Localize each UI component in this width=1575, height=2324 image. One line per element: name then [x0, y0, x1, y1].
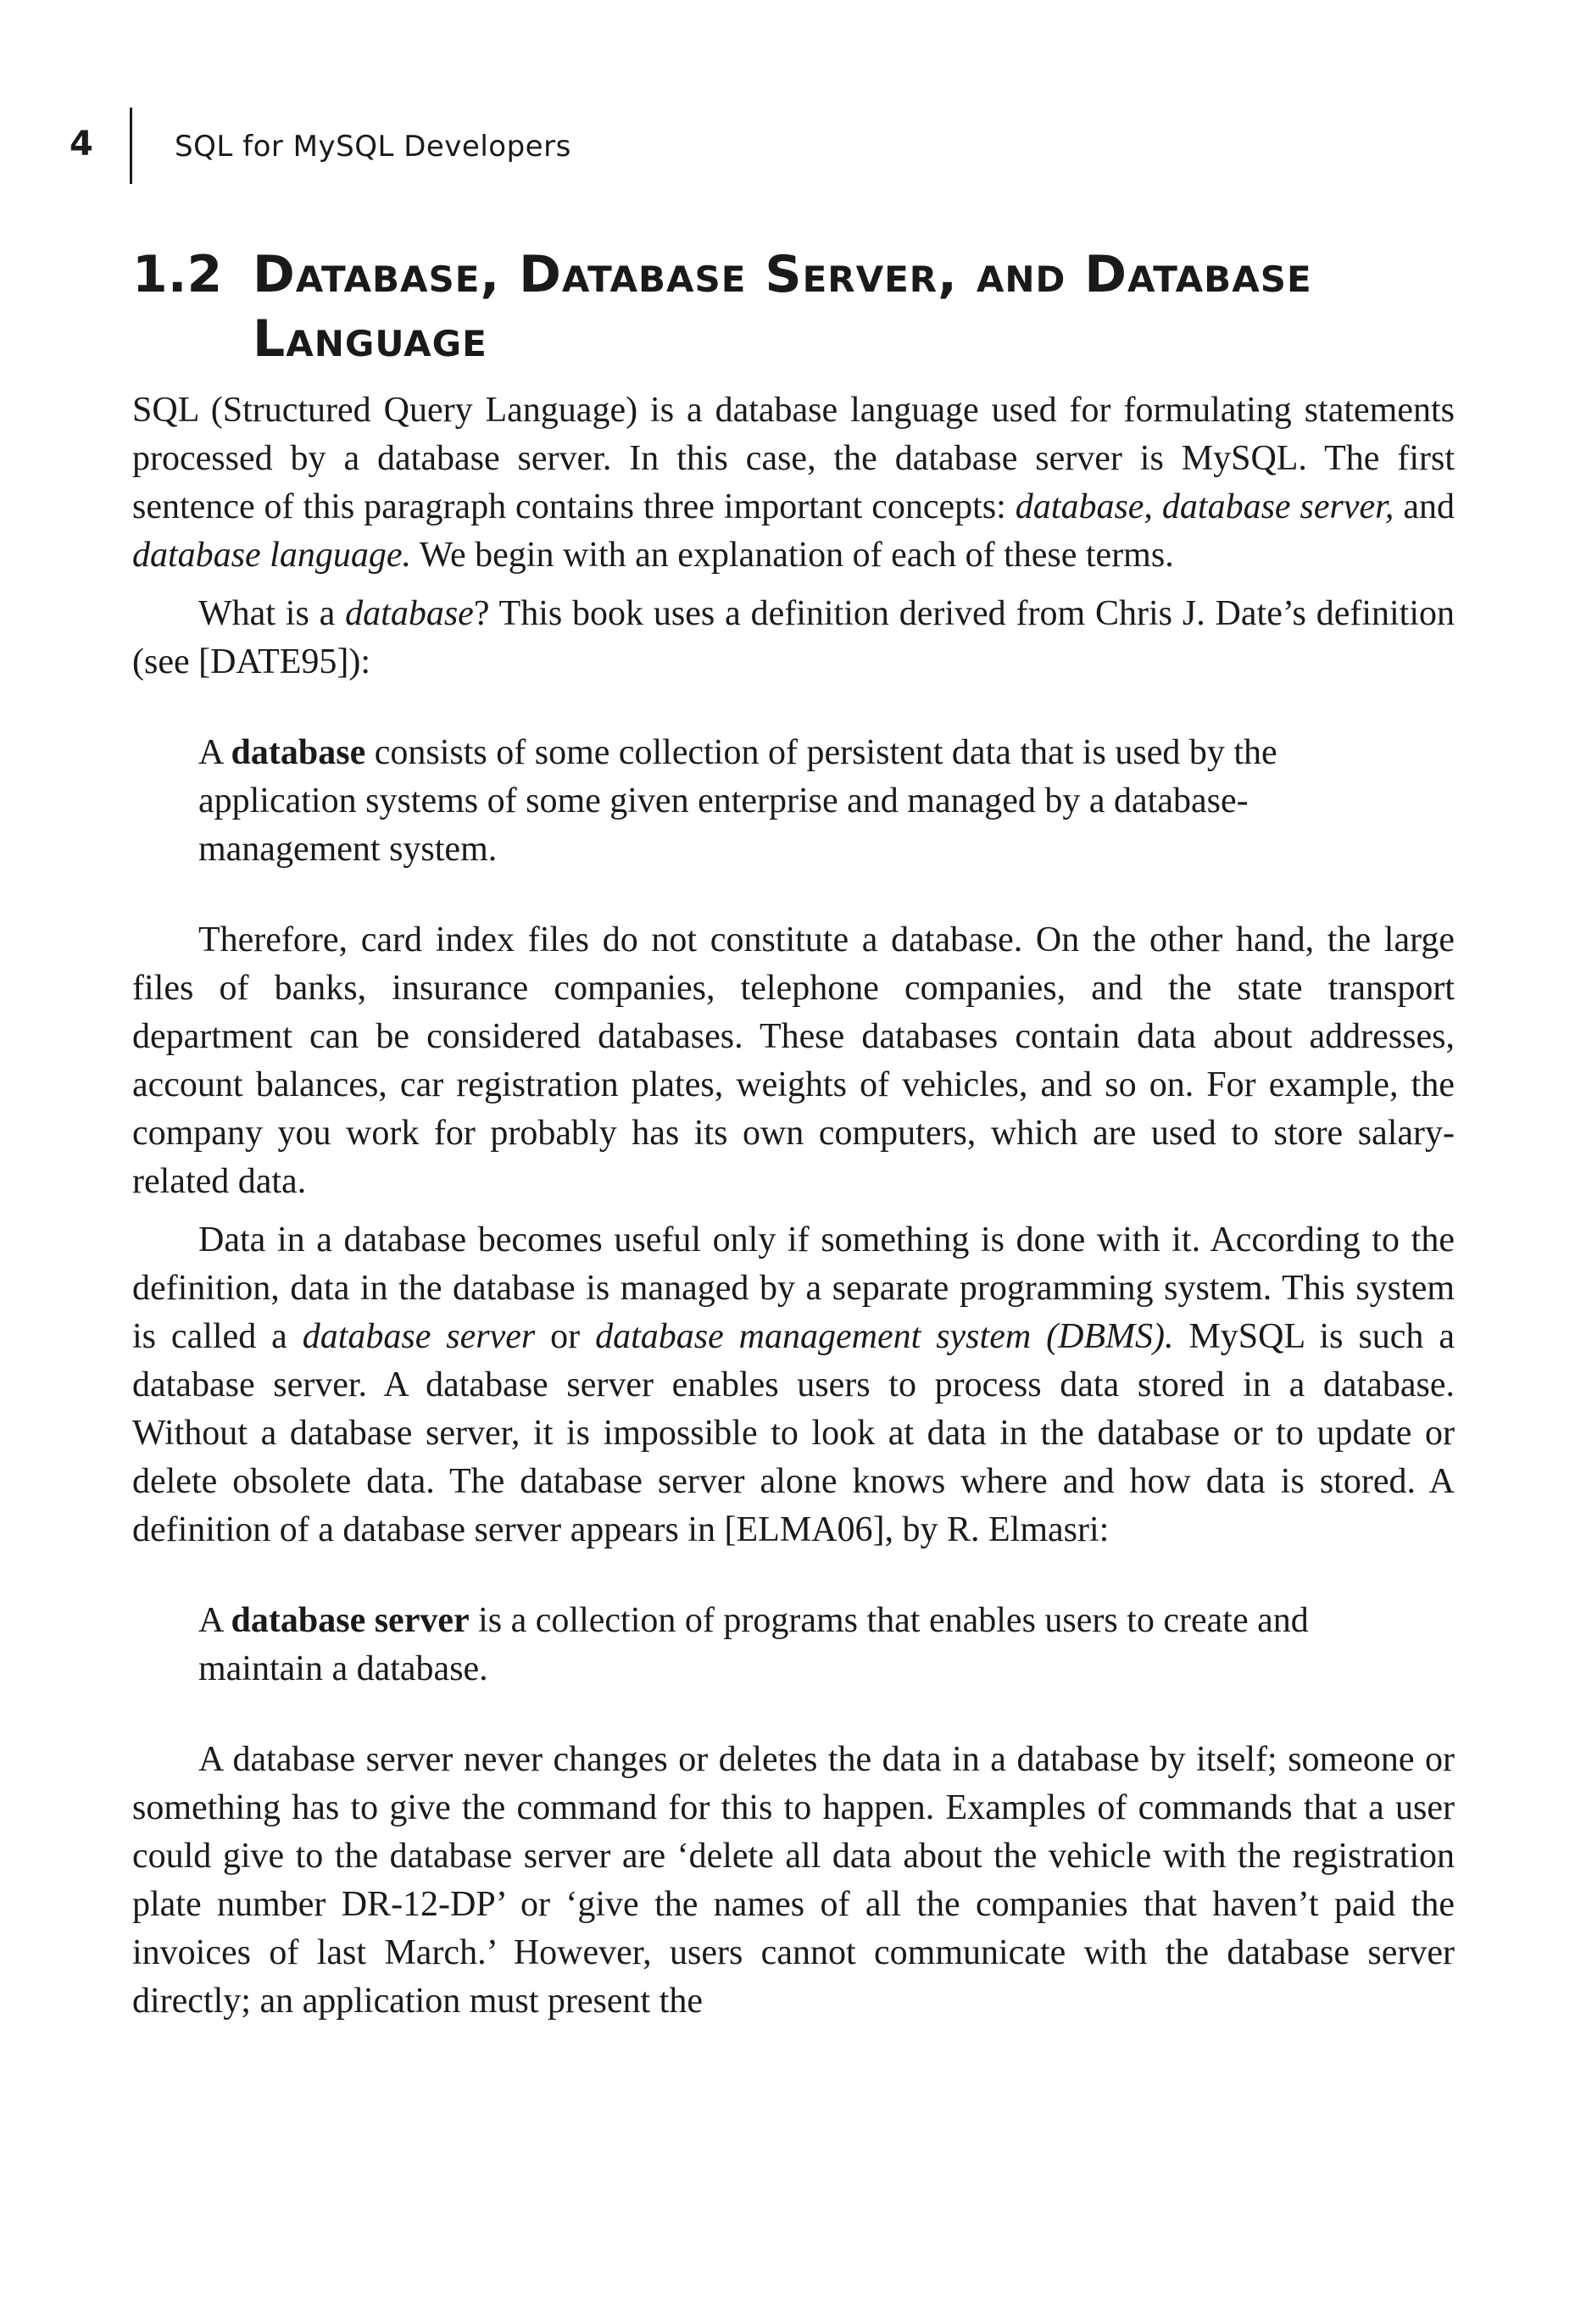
section-number: 1.2 [132, 245, 223, 304]
running-head: SQL for MySQL Developers [175, 130, 571, 164]
paragraph-commands: A database server never changes or deletes the data in a database by itself; someone or something has to give the command for this to happen. Examples of commands that a user could give to the database server are ‘delete all data about the vehicle with the registration plate number DR-12-DP’ or ‘give the names of all the companies that haven’t paid the invoices of last March.’ However, users cannot communicate with the database server directly; an application must present the [132, 1740, 1455, 2021]
section-heading [132, 242, 1455, 371]
definition-database-server: A database server is a collection of programs that enables users to create and maintain a database. [198, 1601, 1309, 1688]
defined-term-database-server: database server [231, 1601, 470, 1640]
defined-term-database: database [231, 733, 366, 772]
term-dbms: database management system (DBMS). [595, 1317, 1174, 1356]
term-database-server: database server [302, 1317, 536, 1356]
body-text [132, 386, 1455, 2026]
header-divider [130, 108, 132, 184]
term-database-and-server: database, database server, [1015, 487, 1394, 526]
page-number: 4 [70, 125, 93, 164]
paragraph-intro: SQL (Structured Query Language) is a database language used for formulating statements processed by a database server. In this case, the database server is MySQL. The first sentence of this paragraph contains three important concepts: database, database server, and database language. We begin with an explanation of each of these terms. [132, 391, 1455, 575]
section-title: Database, Database Server, and Database Language [253, 245, 1312, 369]
term-database-language: database language. [132, 536, 411, 575]
paragraph-what-is-database: What is a database? This book uses a definition derived from Chris J. Date’s definition (see [DATE95]): [132, 594, 1455, 681]
paragraph-data-useful: Data in a database becomes useful only if something is done with it. According to the definition, data in the database is managed by a separate programming system. This system is called a database server or database management system (DBMS). MySQL is such a database server. A database server enables users to process data stored in a database. Without a database server, it is impossible to look at data in the database or to update or delete obsolete data. The database server alone knows where and how data is stored. A definition of a database server appears in [ELMA06], by R. Elmasri: [132, 1220, 1455, 1549]
term-database: database [345, 594, 474, 633]
definition-database: A database consists of some collection of persistent data that is used by the application systems of some given enterprise and managed by a database-management system. [198, 733, 1277, 869]
paragraph-card-index: Therefore, card index files do not constitute a database. On the other hand, the large files of banks, insurance companies, telephone companies, and the state transport department can be considered databases. These databases contain data about addresses, account balances, car registration plates, weights of vehicles, and so on. For example, the company you work for probably has its own computers, which are used to store salary-related data. [132, 920, 1455, 1201]
